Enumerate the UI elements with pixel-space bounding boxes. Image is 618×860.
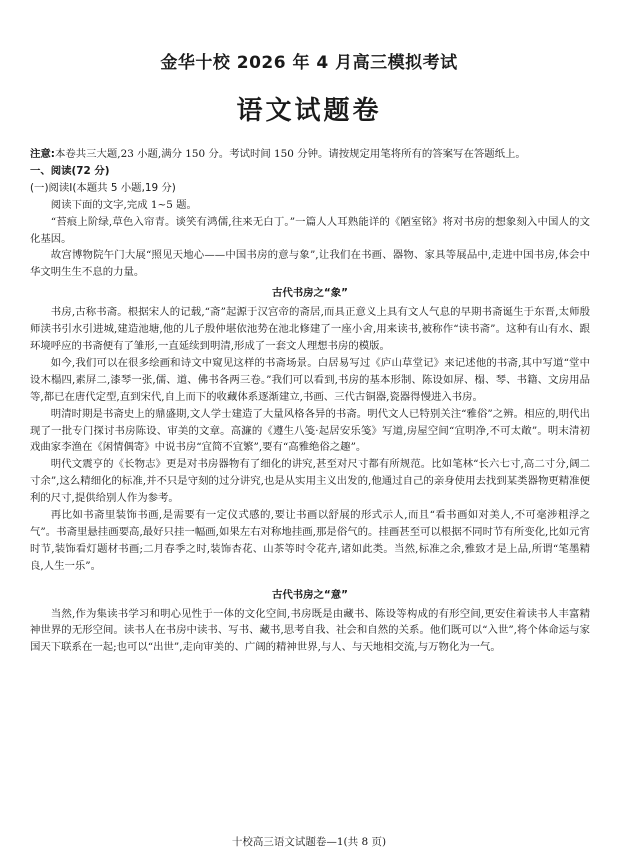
- intro-paragraph: “苔痕上阶绿,草色入帘青。谈笑有鸿儒,往来无白丁。”一篇人人耳熟能详的《陋室铭》将对书房的想象刻入中国人的文化基因。: [30, 215, 590, 245]
- exam-body: [30, 146, 590, 656]
- body-paragraph: 当然,作为集读书学习和明心见性于一体的文化空间,书房既是由藏书、陈设等构成的有形空间,更安住着读书人丰富精神世界的无形空间。读书人在书房中读书、写书、藏书,思考自我、社会和自然的关系。他们既可以“入世”,将个体命运与家国天下联系在一起;也可以“出世”,走向审美的、广阔的精神世界,与人、与天地相交流,与万物化为一气。: [30, 607, 590, 654]
- subheading-xiang: 古代书房之“象”: [271, 287, 348, 300]
- spacer: [30, 575, 590, 583]
- body-paragraph: 明清时期是书斋史上的鼎盛期,文人学士建造了大量风格各异的书斋。明代文人已特别关注“雅俗”之辨。相应的,明代出现了一批专门探讨书房陈设、审美的文章。高濂的《遵生八笺·起居安乐笺》写道,房屋空间“宜明净,不可太敞”。明末清初戏曲家李渔在《闲情偶寄》中说书房“宜简不宜繁”,要有“高雅绝俗之趣”。: [30, 407, 590, 454]
- notice-text: 本卷共三大题,23 小题,满分 150 分。考试时间 150 分钟。请按规定用笔将所有的答案写在答题纸上。: [54, 148, 526, 160]
- part-heading: (一)阅读Ⅰ(本题共 5 小题,19 分): [30, 181, 176, 194]
- body-paragraph: 再比如书斋里装饰书画,是需要有一定仪式感的,要让书画以舒展的形式示人,而且“看书画如对美人,不可毫涉粗浮之气”。书斋里悬挂画要高,最好只挂一幅画,如果左右对称地挂画,那是俗气的。挂画甚至可以根据不同时节有所变化,比如元宵时节,装饰看灯题材书画;二月春季之时,装饰杏花、山茶等时令花卉,诸如此类。当然,标准之余,雅致才是上品,所谓“笔墨精良,人生一乐”。: [30, 509, 590, 572]
- notice: [30, 146, 590, 163]
- intro-paragraph: 故宫博物院午门大展“照见天地心——中国书房的意与象”,让我们在书画、器物、家具等展品中,走进中国书房,体会中华文明生生不息的力量。: [30, 249, 590, 279]
- notice-label: 注意:: [30, 148, 55, 160]
- subheading-yi: 古代书房之“意”: [271, 588, 348, 601]
- page-footer: 十校高三语文试题卷—1(共 8 页): [231, 836, 387, 848]
- body-paragraph: 如今,我们可以在很多绘画和诗文中窥见这样的书斋场景。白居易写过《庐山草堂记》来记述他的书斋,其中写道“堂中设木榻四,素屏二,漆琴一张,儒、道、佛书各两三卷。”我们可以看到,书房的基本形制、陈设如屏、榻、琴、书籍、文房用品等,都已在唐代定型,直到宋代,自上而下的收藏体系逐渐建立,书画、三代古铜器,瓷器得慢进入书房。: [30, 356, 590, 403]
- section-heading: 一、阅读(72 分): [30, 164, 110, 177]
- paper-title: 语文试题卷: [236, 96, 382, 126]
- instruction: 阅读下面的文字,完成 1~5 题。: [50, 198, 197, 211]
- body-paragraph: 书房,古称书斋。根据宋人的记载,“斋”起源于汉宫帝的斋居,而具正意义上具有文人气息的早期书斋诞生于东晋,太师殷师渎书引水引进城,建造池塘,他的儿子殷仲堪依池势在池北修建了一座小舍,用来读书,被称作“读书斋”。这种有山有水、跟环境呼应的书斋便有了雏形,一直延续到明清,形成了一套文人理想书房的模版。: [30, 306, 590, 352]
- body-paragraph: 明代文震亨的《长物志》更是对书房器物有了细化的讲究,甚至对尺寸都有所规范。比如笔林“长六七寸,高二寸分,阔二寸余”,这么精细化的标准,并不只是守刻的过分讲究,也是从实用主义出发的,他通过自己的亲身使用去找到某类器物更精准便利的尺寸,提供给别人作为参考。: [30, 458, 590, 505]
- exam-title: 金华十校 2026 年 4 月高三模拟考试: [160, 53, 458, 73]
